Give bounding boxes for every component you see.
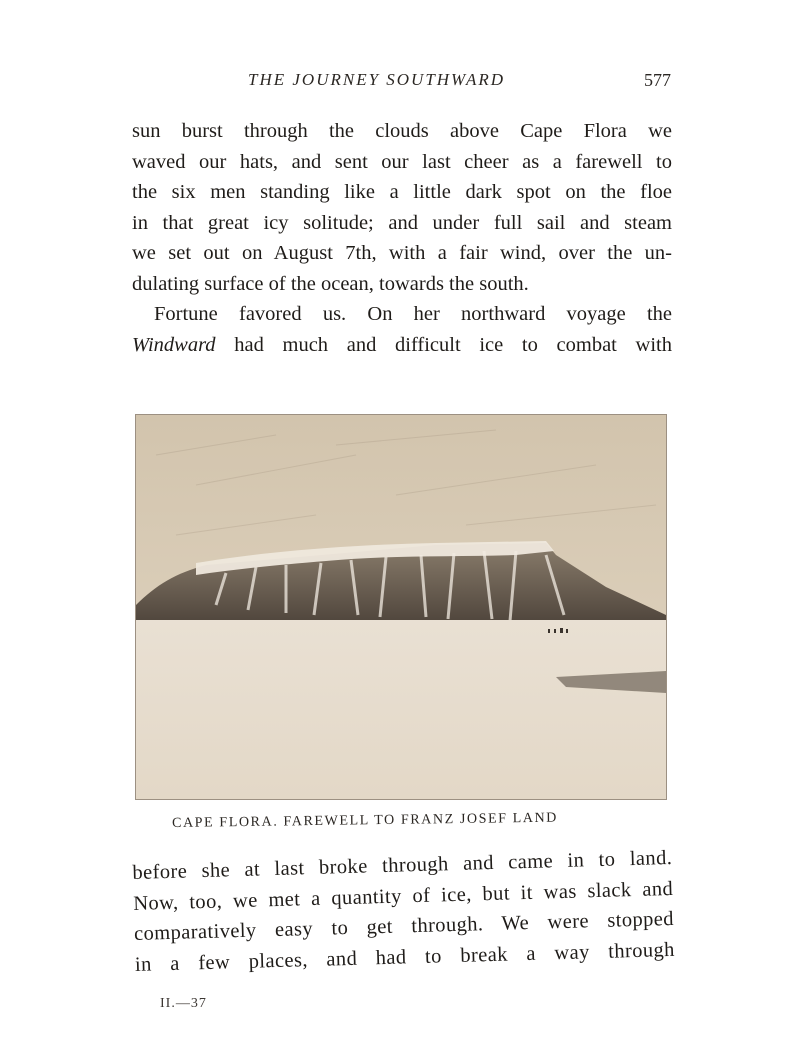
page-number: 577 — [644, 70, 671, 90]
plate-caption: CAPE FLORA. FAREWELL TO FRANZ JOSEF LAND — [172, 810, 559, 831]
body-text-bottom — [132, 843, 675, 980]
ice-floe — [136, 620, 666, 799]
text-line: comparatively easy to get through. We were stopped — [133, 907, 675, 945]
running-title: THE JOURNEY SOUTHWARD — [248, 70, 506, 89]
text-line-rest: had much and difficult ice to combat with — [215, 333, 672, 356]
text-line: in that great icy solitude; and under full sail and steam — [132, 211, 672, 234]
text-line: sun burst through the clouds above Cape Flora we — [132, 120, 672, 142]
text-line: Now, too, we met a quantity of ice, but it was slack and — [132, 877, 674, 915]
text-line: dulating surface of the ocean, towards the south. — [132, 272, 529, 295]
cape-flora-illustration — [136, 415, 666, 799]
text-line: we set out on August 7th, with a fair wind, over the un- — [132, 242, 672, 264]
body-text-top — [132, 116, 672, 360]
text-line: the six men standing like a little dark spot on the floe — [132, 181, 672, 203]
text-line — [132, 330, 672, 361]
text-line: before she at last broke through and came in to land. — [132, 846, 673, 884]
illustration-plate — [135, 414, 667, 800]
text-line: in a few places, and had to break a way through — [134, 938, 676, 976]
text-line: waved our hats, and sent our last cheer as a farewell to — [132, 150, 672, 173]
signature-mark: II.—37 — [160, 996, 207, 1011]
text-line: Fortune favored us. On her northward voyage the — [154, 303, 672, 325]
ship-name: Windward — [132, 333, 216, 356]
